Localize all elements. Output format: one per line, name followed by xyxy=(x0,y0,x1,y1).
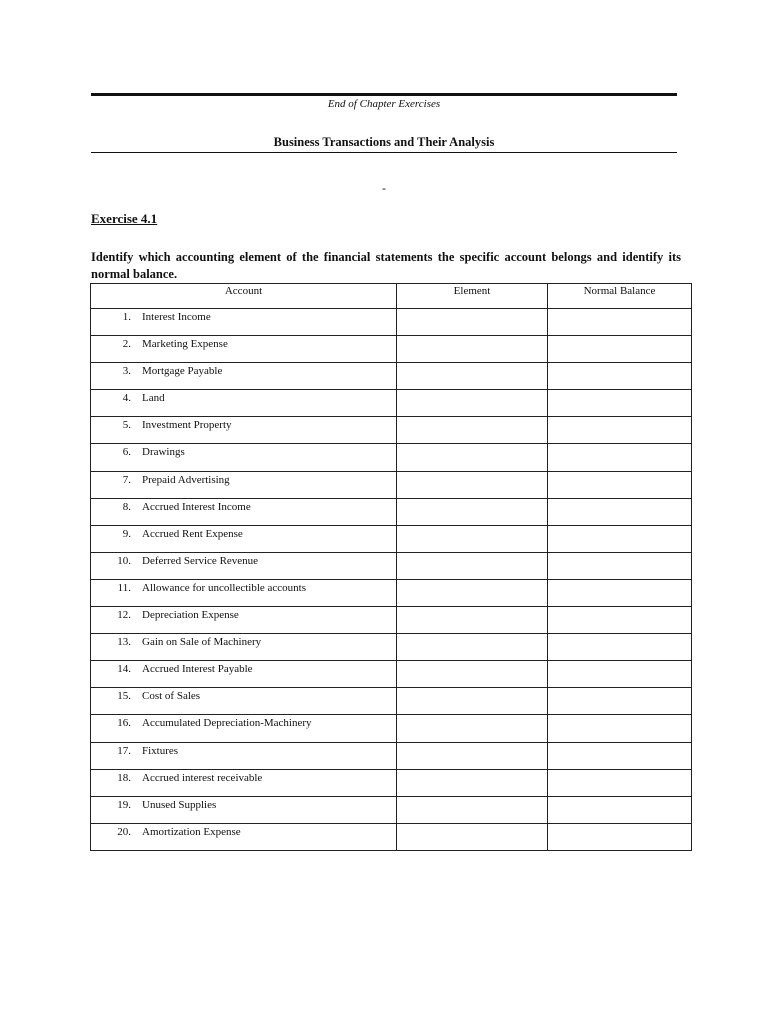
account-name: Allowance for uncollectible accounts xyxy=(142,581,307,594)
account-cell xyxy=(91,309,397,336)
account-number: 19. xyxy=(117,798,131,811)
account-number: 11. xyxy=(117,581,131,594)
account-name: Land xyxy=(142,392,165,405)
normal-balance-answer-cell[interactable] xyxy=(548,444,692,471)
table-row xyxy=(91,634,692,661)
normal-balance-answer-cell[interactable] xyxy=(548,607,692,634)
account-number: 12. xyxy=(117,609,131,622)
account-cell xyxy=(91,525,397,552)
element-answer-cell[interactable] xyxy=(397,796,548,823)
table-row xyxy=(91,363,692,390)
account-cell xyxy=(91,552,397,579)
account-number: 18. xyxy=(117,771,131,784)
account-cell xyxy=(91,363,397,390)
column-header-normal-balance: Normal Balance xyxy=(548,284,692,309)
element-answer-cell[interactable] xyxy=(397,661,548,688)
account-name: Accumulated Depreciation-Machinery xyxy=(142,717,312,730)
element-answer-cell[interactable] xyxy=(397,634,548,661)
element-answer-cell[interactable] xyxy=(397,715,548,742)
account-number: 8. xyxy=(122,500,131,513)
dash-mark: - xyxy=(382,181,386,195)
account-cell xyxy=(91,634,397,661)
normal-balance-answer-cell[interactable] xyxy=(548,742,692,769)
table-row xyxy=(91,444,692,471)
account-cell xyxy=(91,417,397,444)
account-cell xyxy=(91,471,397,498)
header-top-rule xyxy=(91,93,677,96)
account-cell xyxy=(91,498,397,525)
account-number: 6. xyxy=(122,446,131,459)
normal-balance-answer-cell[interactable] xyxy=(548,552,692,579)
table-row xyxy=(91,796,692,823)
element-answer-cell[interactable] xyxy=(397,336,548,363)
account-name: Accrued Interest Payable xyxy=(142,663,253,676)
page-title: Business Transactions and Their Analysis xyxy=(273,135,495,149)
table-row xyxy=(91,309,692,336)
account-name: Deferred Service Revenue xyxy=(142,554,259,567)
normal-balance-answer-cell[interactable] xyxy=(548,579,692,606)
account-cell xyxy=(91,336,397,363)
account-name: Fixtures xyxy=(142,744,179,757)
normal-balance-answer-cell[interactable] xyxy=(548,471,692,498)
element-answer-cell[interactable] xyxy=(397,688,548,715)
account-name: Marketing Expense xyxy=(142,338,228,351)
normal-balance-answer-cell[interactable] xyxy=(548,823,692,850)
table-row xyxy=(91,552,692,579)
account-number: 13. xyxy=(117,636,131,649)
table-row xyxy=(91,688,692,715)
account-name: Accrued interest receivable xyxy=(142,771,263,784)
table-row xyxy=(91,823,692,850)
table-body xyxy=(91,309,692,851)
account-number: 7. xyxy=(122,473,131,486)
account-cell xyxy=(91,688,397,715)
account-name: Gain on Sale of Machinery xyxy=(142,636,262,649)
column-header-account: Account xyxy=(91,284,397,309)
element-answer-cell[interactable] xyxy=(397,309,548,336)
account-number: 9. xyxy=(122,527,131,540)
element-answer-cell[interactable] xyxy=(397,498,548,525)
accounts-table xyxy=(90,283,692,851)
account-cell xyxy=(91,661,397,688)
account-cell xyxy=(91,607,397,634)
account-cell xyxy=(91,715,397,742)
account-cell xyxy=(91,796,397,823)
account-number: 14. xyxy=(117,663,131,676)
table-row xyxy=(91,661,692,688)
normal-balance-answer-cell[interactable] xyxy=(548,661,692,688)
account-name: Mortgage Payable xyxy=(142,365,223,378)
normal-balance-answer-cell[interactable] xyxy=(548,525,692,552)
table-row xyxy=(91,471,692,498)
title-underline-rule xyxy=(91,152,677,153)
normal-balance-answer-cell[interactable] xyxy=(548,336,692,363)
table-row xyxy=(91,336,692,363)
element-answer-cell[interactable] xyxy=(397,607,548,634)
account-number: 10. xyxy=(117,554,131,567)
normal-balance-answer-cell[interactable] xyxy=(548,688,692,715)
element-answer-cell[interactable] xyxy=(397,363,548,390)
table-header-row xyxy=(91,284,692,309)
account-number: 4. xyxy=(122,392,131,405)
normal-balance-answer-cell[interactable] xyxy=(548,309,692,336)
account-cell xyxy=(91,444,397,471)
account-name: Investment Property xyxy=(142,419,232,432)
exercise-heading: Exercise 4.1 xyxy=(91,211,158,226)
account-cell xyxy=(91,742,397,769)
element-answer-cell[interactable] xyxy=(397,742,548,769)
table-row xyxy=(91,715,692,742)
table-row xyxy=(91,769,692,796)
exercise-instructions: Identify which accounting element of the financial statements the specific account belongs and identify its normal balance. xyxy=(91,250,681,281)
account-name: Prepaid Advertising xyxy=(142,473,230,486)
table-row xyxy=(91,498,692,525)
account-name: Accrued Interest Income xyxy=(142,500,251,513)
table-row xyxy=(91,525,692,552)
normal-balance-answer-cell[interactable] xyxy=(548,769,692,796)
account-cell xyxy=(91,769,397,796)
account-number: 17. xyxy=(117,744,131,757)
normal-balance-answer-cell[interactable] xyxy=(548,634,692,661)
account-name: Interest Income xyxy=(142,311,211,323)
normal-balance-answer-cell[interactable] xyxy=(548,390,692,417)
normal-balance-answer-cell[interactable] xyxy=(548,796,692,823)
normal-balance-answer-cell[interactable] xyxy=(548,715,692,742)
normal-balance-answer-cell[interactable] xyxy=(548,498,692,525)
element-answer-cell[interactable] xyxy=(397,417,548,444)
account-number: 1. xyxy=(122,311,131,323)
element-answer-cell[interactable] xyxy=(397,390,548,417)
account-cell xyxy=(91,823,397,850)
column-header-element: Element xyxy=(397,284,548,309)
element-answer-cell[interactable] xyxy=(397,552,548,579)
account-number: 16. xyxy=(117,717,131,730)
account-number: 5. xyxy=(122,419,131,432)
table-row xyxy=(91,607,692,634)
table-row xyxy=(91,417,692,444)
account-number: 15. xyxy=(117,690,131,703)
account-name: Amortization Expense xyxy=(142,825,241,838)
table-row xyxy=(91,742,692,769)
account-name: Drawings xyxy=(142,446,185,459)
table-row xyxy=(91,390,692,417)
element-answer-cell[interactable] xyxy=(397,769,548,796)
account-cell xyxy=(91,390,397,417)
account-name: Accrued Rent Expense xyxy=(142,527,243,540)
account-name: Unused Supplies xyxy=(142,798,217,811)
element-answer-cell[interactable] xyxy=(397,525,548,552)
element-answer-cell[interactable] xyxy=(397,444,548,471)
account-cell xyxy=(91,579,397,606)
element-answer-cell[interactable] xyxy=(397,823,548,850)
element-answer-cell[interactable] xyxy=(397,579,548,606)
table-row xyxy=(91,579,692,606)
account-number: 2. xyxy=(122,338,131,351)
normal-balance-answer-cell[interactable] xyxy=(548,417,692,444)
account-name: Depreciation Expense xyxy=(142,609,239,622)
account-name: Cost of Sales xyxy=(142,690,201,703)
account-number: 3. xyxy=(122,365,131,378)
chapter-exercises-label: End of Chapter Exercises xyxy=(327,98,441,110)
account-number: 20. xyxy=(117,825,131,838)
normal-balance-answer-cell[interactable] xyxy=(548,363,692,390)
element-answer-cell[interactable] xyxy=(397,471,548,498)
